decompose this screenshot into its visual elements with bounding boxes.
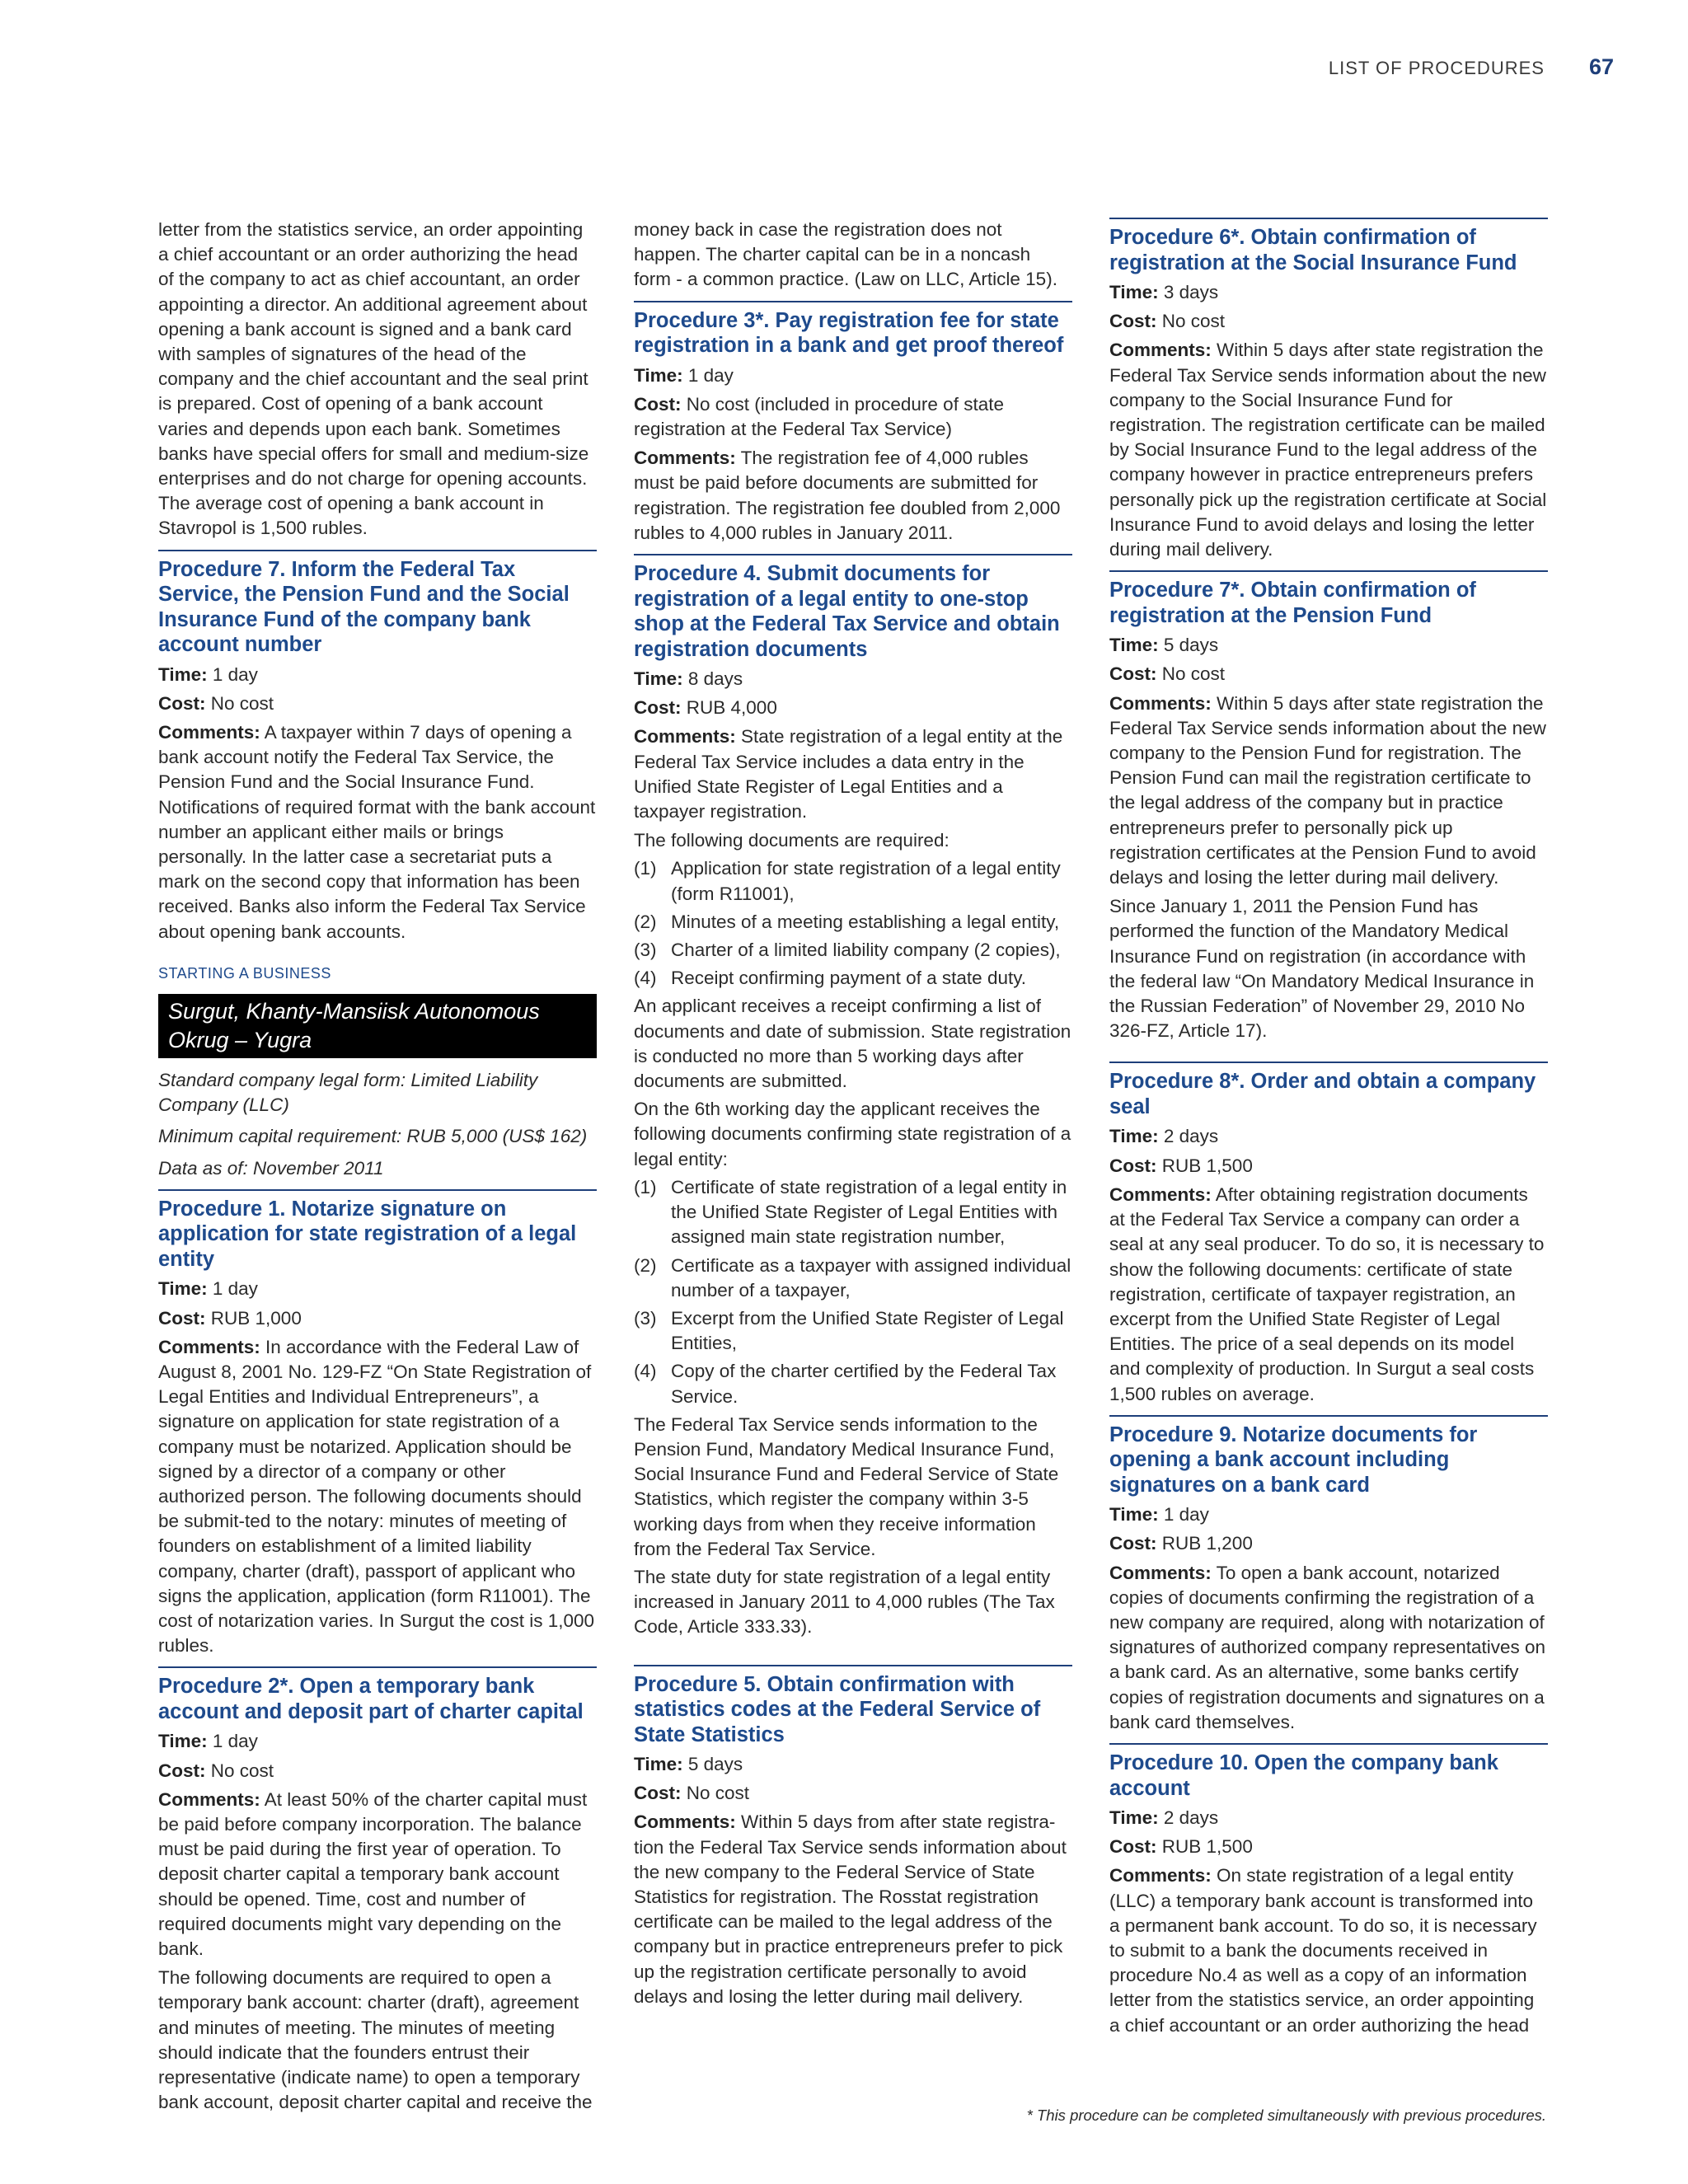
comments-field: Comments: To open a bank account, notarized copies of documents confirming the registration of a new company are required, along with notarization of signatures of authorized company representatives on a bank card. As an alternative, some banks certify copies of registration documents and signatures on a bank card themselves.	[1109, 1562, 1546, 1732]
procedure-8	[1109, 1062, 1548, 1406]
cost-field: Cost: RUB 1,500	[1109, 1155, 1253, 1176]
cost-field: Cost: RUB 1,000	[158, 1307, 302, 1329]
list-item: (2) Certificate as a taxpayer with assigned individual number of a taxpayer,	[634, 1254, 1071, 1301]
procedure-title: Procedure 2*. Open a temporary bank account and deposit part of charter capital	[158, 1666, 597, 1724]
section-label: STARTING A BUSINESS	[158, 964, 331, 982]
list-item: (3) Charter of a limited liability company (2 copies),	[634, 940, 1061, 961]
comments-field: Comments: On state registration of a legal entity (LLC) a temporary bank account is transformed into a permanent bank account. To do so, it is necessary to submit to a bank the documents received in procedure No.4 as well as a copy of an information letter from the statistics service, an order appointing a chief accountant or an order authorizing the head	[1109, 1865, 1537, 2036]
list-item: (1) Application for state registration of a legal entity (form R11001),	[634, 858, 1061, 904]
column-2	[634, 218, 1072, 2013]
comments-field: Comments: Within 5 days after state registration the Federal Tax Service sends information about the new company to the Pension Fund for registration. The Pension Fund can mail the registration certificate to the legal address of the company but in practice entrepreneurs prefer to personally pick up registration certificates at the Pension Fund to avoid delays and losing the letter during mail delivery.	[1109, 692, 1546, 888]
procedure-title: Procedure 7. Inform the Federal Tax Service, the Pension Fund and the Social Insurance Fund of the company bank account number	[158, 550, 597, 658]
procedure-title: Procedure 10. Open the company bank account	[1109, 1743, 1548, 1801]
procedure-9	[1109, 1415, 1548, 1735]
procedure-6	[1109, 218, 1548, 562]
cost-field: Cost: RUB 4,000	[634, 697, 777, 719]
paragraph: On the 6th working day the applicant receives the following documents confirming state registration of a legal entity:	[634, 1099, 1071, 1169]
paragraph: The following documents are required to open a temporary bank account: charter (draft), agreement and minutes of meeting. The minutes of meeting should indicate that the founders entrust their representative (indicate name) to open a temporary bank account, deposit charter capital and receive the	[158, 1967, 593, 2113]
cost-field: Cost: No cost (included in procedure of state registration at the Federal Tax Service)	[634, 393, 1004, 440]
list-item: (2) Minutes of a meeting establishing a legal entity,	[634, 911, 1060, 932]
cost-field: Cost: No cost	[158, 1760, 274, 1781]
page-number: 67	[1588, 54, 1614, 79]
cost-field: Cost: RUB 1,200	[1109, 1533, 1253, 1554]
cost-field: Cost: No cost	[634, 1783, 750, 1804]
city-heading: Surgut, Khanty-Mansiisk Autonomous Okrug – Yugra	[158, 994, 597, 1058]
received-documents-list	[634, 1175, 1072, 1409]
continued-text: money back in case the registration does not happen. The charter capital can be in a noncash form - a common practice. (Law on LLC, Article 15).	[634, 219, 1057, 290]
comments-field: Comments: In accordance with the Federal Law of August 8, 2001 No. 129-FZ “On State Registration of Legal Entities and Individual Entrepreneurs”, a signature on application for state registration of a company must be notarized. Application should be signed by a director of a company or other authorized person. The following documents should be submit-ted to the notary: minutes of meeting of founders on establishment of a limited liability company, charter (draft), passport of applicant who signs the application, application (form R11001). The cost of notarization varies. In Surgut the cost is 1,000 rubles.	[158, 1336, 595, 1657]
procedure-title: Procedure 7*. Obtain confirmation of registration at the Pension Fund	[1109, 570, 1548, 628]
time-field: Time: 1 day	[158, 663, 258, 685]
time-field: Time: 1 day	[158, 1278, 258, 1300]
legal-form: Standard company legal form: Limited Liability Company (LLC)	[158, 1070, 538, 1116]
running-head	[1329, 54, 1614, 80]
comments-field: Comments: The registration fee of 4,000 rubles must be paid before documents are submitted for registration. The registration fee doubled from 2,000 rubles to 4,000 rubles in January 2011.	[634, 448, 1061, 543]
list-item: (4) Receipt confirming payment of a state duty.	[634, 968, 1027, 989]
column-1	[158, 218, 597, 2118]
time-field: Time: 2 days	[1109, 1126, 1219, 1147]
column-3	[1109, 218, 1548, 2042]
continued-text: letter from the statistics service, an order appointing a chief accountant or an order authorizing the head of the company to act as chief accountant, an order appointing a director. An additional agreement about opening a bank account is signed and a bank card with samples of signatures of the head of the company and the chief accountant and the seal print is prepared. Cost of opening of a bank account varies and depends upon each bank. Sometimes banks have special offers for small and medium-size enterprises and do not charge for opening accounts. The average cost of opening a bank account in Stavropol is 1,500 rubles.	[158, 219, 589, 539]
list-item: (3) Excerpt from the Unified State Register of Legal Entities,	[634, 1307, 1064, 1354]
time-field: Time: 1 day	[158, 1731, 258, 1752]
comments-field: Comments: Within 5 days after state registration the Federal Tax Service sends information about the new company to the Social Insurance Fund for registration. The registration certificate can be mailed by Social Insurance Fund to the legal address of the company however in practice entrepreneurs prefers personally pick up the registration certificate at Social Insurance Fund to avoid delays and losing the letter during mail delivery.	[1109, 340, 1547, 560]
time-field: Time: 5 days	[634, 1754, 743, 1775]
procedure-title: Procedure 8*. Order and obtain a company seal	[1109, 1062, 1548, 1119]
list-item: (4) Copy of the charter certified by the Federal Tax Service.	[634, 1361, 1057, 1407]
procedure-title: Procedure 1. Notarize signature on application for state registration of a legal entity	[158, 1189, 597, 1272]
time-field: Time: 2 days	[1109, 1807, 1219, 1829]
procedure-title: Procedure 5. Obtain confirmation with statistics codes at the Federal Service of State Statistics	[634, 1665, 1072, 1748]
time-field: Time: 1 day	[634, 364, 734, 386]
time-field: Time: 5 days	[1109, 635, 1219, 656]
procedure-1	[158, 1189, 597, 1659]
procedure-5	[634, 1665, 1072, 2010]
required-documents-list	[634, 856, 1072, 991]
data-as-of: Data as of: November 2011	[158, 1157, 384, 1179]
comments-field: Comments: After obtaining registration documents at the Federal Tax Service a company can order a seal at any seal producer. To do so, it is necessary to show the following documents: certificate of state registration, certificate of taxpayer registration, an excerpt from the Unified State Register of Legal Entities. The price of a seal depends on its model and complexity of production. In Surgut a seal costs 1,500 rubles on average.	[1109, 1183, 1545, 1404]
comments-field: Comments: State registration of a legal entity at the Federal Tax Service includes a data entry in the Unified State Register of Legal Entities and a taxpayer registration.	[634, 726, 1063, 823]
paragraph: The Federal Tax Service sends information to the Pension Fund, Mandatory Medical Insurance Fund, Social Insurance Fund and Federal Service of State Statistics, which register the company within 3-5 working days from when they receive information from the Federal Tax Service.	[634, 1413, 1059, 1559]
paragraph: The following documents are required:	[634, 830, 950, 851]
paragraph: The state duty for state registration of a legal entity increased in January 2011 to 4,000 rubles (The Tax Code, Article 333.33).	[634, 1566, 1055, 1638]
comments-field: Comments: At least 50% of the charter capital must be paid before company incorporation. The balance must be paid during the first year of operation. To deposit charter capital a temporary bank account should be opened. Time, cost and number of required documents might vary depending on the bank.	[158, 1788, 588, 1960]
procedure-10	[1109, 1743, 1548, 2038]
footnote: * This procedure can be completed simultaneously with previous procedures.	[1026, 2107, 1546, 2124]
procedure-title: Procedure 6*. Obtain confirmation of registration at the Social Insurance Fund	[1109, 218, 1548, 275]
time-field: Time: 3 days	[1109, 282, 1219, 302]
procedure-2	[158, 1666, 597, 2115]
cost-field: Cost: RUB 1,500	[1109, 1836, 1253, 1858]
procedure-7-star	[1109, 570, 1548, 1043]
time-field: Time: 8 days	[634, 668, 743, 690]
procedure-title: Procedure 9. Notarize documents for opening a bank account including signatures on a bank card	[1109, 1415, 1548, 1498]
time-field: Time: 1 day	[1109, 1504, 1209, 1526]
paragraph: An applicant receives a receipt confirming a list of documents and date of submission. State registration is conducted no more than 5 working days after documents are submitted.	[634, 996, 1071, 1092]
minimum-capital: Minimum capital requirement: RUB 5,000 (US$ 162)	[158, 1126, 588, 1147]
cost-field: Cost: No cost	[1109, 663, 1226, 685]
procedure-title: Procedure 4. Submit documents for registration of a legal entity to one-stop shop at the Federal Tax Service and obtain registration documents	[634, 554, 1072, 662]
cost-field: Cost: No cost	[1109, 311, 1226, 332]
procedure-3	[634, 301, 1072, 546]
running-head-title: LIST OF PROCEDURES	[1328, 58, 1545, 78]
cost-field: Cost: No cost	[158, 692, 274, 714]
comments-field: Comments: Within 5 days from after state registra-tion the Federal Tax Service sends information about the new company to the Federal Service of State Statistics for registration. The Rosstat registration certificate can be mailed to the legal address of the company but in practice entrepreneurs prefer to pick up the registration certificate personally to avoid delays and losing the letter during mail delivery.	[634, 1811, 1067, 2007]
procedure-4	[634, 554, 1072, 1640]
procedure-title: Procedure 3*. Pay registration fee for state registration in a bank and get proof thereof	[634, 301, 1072, 359]
comments-field: Comments: A taxpayer within 7 days of opening a bank account notify the Federal Tax Service, the Pension Fund and the Social Insurance Fund. Notifications of required format with the bank account number an applicant either mails or brings personally. In the latter case a secretariat puts a mark on the second copy that information has been received. Banks also inform the Federal Tax Service about opening bank accounts.	[158, 722, 596, 942]
paragraph: Since January 1, 2011 the Pension Fund has performed the function of the Mandatory Medical Insurance Fund on registration (in accordance with the federal law “On Mandatory Medical Insurance in the Russian Federation” of November 29, 2010 No 326-FZ, Article 17).	[1109, 896, 1535, 1042]
procedure-7	[158, 550, 597, 944]
list-item: (1) Certificate of state registration of a legal entity in the Unified State Register of Legal Entities with assigned main state registration number,	[634, 1176, 1067, 1248]
